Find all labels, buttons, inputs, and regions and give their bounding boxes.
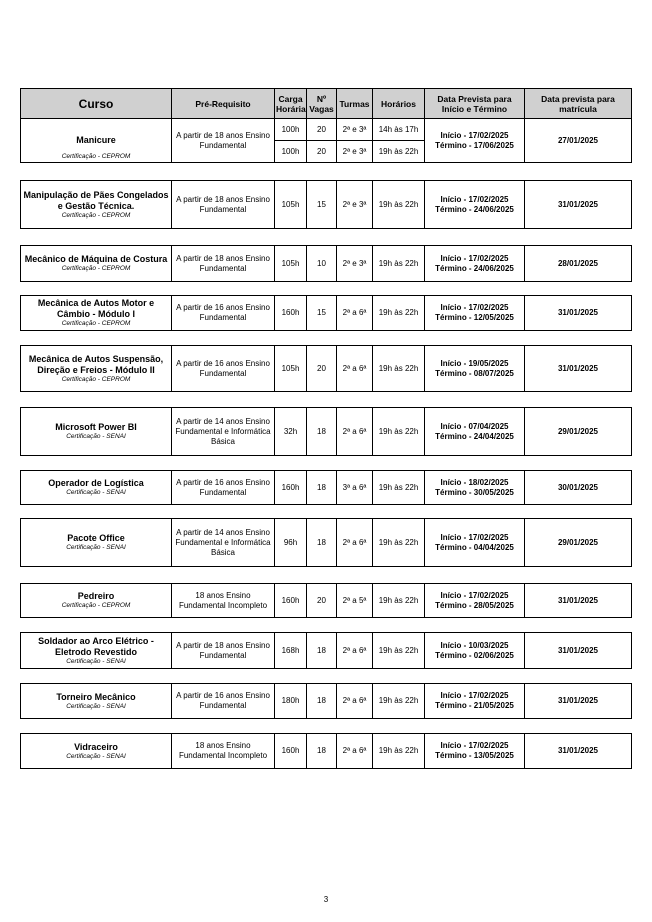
enrollment-date: 31/01/2025 <box>525 633 632 669</box>
prereq-cell: A partir de 14 anos Ensino Fundamental e Informática Básica <box>172 519 275 567</box>
inicio-date: Início - 17/02/2025 <box>440 303 509 312</box>
dates-cell <box>425 684 525 719</box>
table-row <box>21 346 632 392</box>
header-data-matricula: Data prevista para matrícula <box>525 89 632 119</box>
turmas-cell: 2ª e 3ª <box>337 141 373 163</box>
horarios-cell: 19h às 22h <box>373 141 425 163</box>
enrollment-date: 31/01/2025 <box>525 296 632 331</box>
carga-cell: 96h <box>275 519 307 567</box>
prereq-cell: A partir de 16 anos Ensino Fundamental <box>172 346 275 392</box>
inicio-date: Início - 19/05/2025 <box>440 358 509 368</box>
prereq-cell: A partir de 16 anos Ensino Fundamental <box>172 471 275 505</box>
termino-date: Término - 04/04/2025 <box>435 542 514 552</box>
table-row <box>21 246 632 282</box>
vagas-cell: 18 <box>307 734 337 769</box>
inicio-date: Início - 10/03/2025 <box>440 640 509 650</box>
course-name: Manipulação de Pães Congelados e Gestão Técnica. <box>23 189 169 211</box>
table-row <box>21 584 632 618</box>
inicio-date: Início - 17/02/2025 <box>440 691 509 700</box>
prereq-cell: A partir de 14 anos Ensino Fundamental e Informática Básica <box>172 408 275 456</box>
table-row <box>21 633 632 669</box>
header-data-prevista: Data Prevista para Início e Término <box>425 89 525 119</box>
termino-date: Término - 28/05/2025 <box>435 600 514 610</box>
course-certification: Certificação - SENAI <box>66 433 126 440</box>
vagas-cell: 15 <box>307 181 337 229</box>
course-cell <box>21 633 172 669</box>
dates-cell <box>425 346 525 392</box>
table-row <box>21 408 632 456</box>
enrollment-date: 27/01/2025 <box>525 119 632 163</box>
header-pre-requisito: Pré-Requisito <box>172 89 275 119</box>
course-block <box>20 407 632 456</box>
enrollment-date: 30/01/2025 <box>525 471 632 505</box>
course-cell <box>21 734 172 769</box>
course-name: Microsoft Power BI <box>55 422 137 432</box>
table-row <box>21 734 632 769</box>
course-certification: Certificação - SENAI <box>66 544 126 551</box>
inicio-date: Início - 17/02/2025 <box>440 253 509 263</box>
course-cell <box>21 246 172 282</box>
horarios-cell: 19h às 22h <box>373 246 425 282</box>
table-row <box>21 684 632 719</box>
dates-cell <box>425 408 525 456</box>
turmas-cell: 2ª e 3ª <box>337 119 373 141</box>
carga-cell: 160h <box>275 584 307 618</box>
carga-cell: 105h <box>275 246 307 282</box>
course-cell <box>21 471 172 505</box>
termino-date: Término - 02/06/2025 <box>435 650 514 660</box>
horarios-cell: 19h às 22h <box>373 633 425 669</box>
header-carga-horaria: Carga Horária <box>275 89 307 119</box>
vagas-cell: 20 <box>307 141 337 163</box>
course-block <box>20 470 632 505</box>
course-name: Torneiro Mecânico <box>56 691 136 702</box>
carga-cell: 168h <box>275 633 307 669</box>
vagas-cell: 20 <box>307 119 337 141</box>
course-certification: Certificação - SENAI <box>66 657 126 665</box>
enrollment-date: 31/01/2025 <box>525 584 632 618</box>
termino-date: Término - 24/06/2025 <box>435 204 514 214</box>
table-row <box>21 181 632 229</box>
table-row <box>21 296 632 331</box>
header-horarios: Horários <box>373 89 425 119</box>
termino-date: Término - 13/05/2025 <box>435 751 514 760</box>
prereq-cell: A partir de 16 anos Ensino Fundamental <box>172 296 275 331</box>
dates-cell <box>425 246 525 282</box>
enrollment-date: 31/01/2025 <box>525 734 632 769</box>
turmas-cell: 2ª a 6ª <box>337 519 373 567</box>
horarios-cell: 19h às 22h <box>373 734 425 769</box>
vagas-cell: 20 <box>307 346 337 392</box>
enrollment-date: 28/01/2025 <box>525 246 632 282</box>
course-name: Mecânica de Autos Motor e Câmbio - Módulo I <box>37 298 155 319</box>
horarios-cell: 19h às 22h <box>373 408 425 456</box>
vagas-cell: 18 <box>307 408 337 456</box>
dates-cell <box>425 181 525 229</box>
vagas-cell: 18 <box>307 684 337 719</box>
course-certification: Certificação - CEPROM <box>61 602 131 609</box>
termino-date: Término - 24/04/2025 <box>435 431 514 441</box>
prereq-cell: A partir de 18 anos Ensino Fundamental <box>172 181 275 229</box>
course-block <box>20 295 632 331</box>
inicio-date: Início - 17/02/2025 <box>440 130 509 140</box>
carga-cell: 100h <box>275 119 307 141</box>
course-certification: Certificação - CEPROM <box>61 211 131 219</box>
table-row <box>21 471 632 505</box>
inicio-date: Início - 17/02/2025 <box>440 590 509 600</box>
course-cell <box>21 181 172 229</box>
course-block-manicure <box>20 118 632 163</box>
turmas-cell: 3ª a 6ª <box>337 471 373 505</box>
course-block <box>20 180 632 229</box>
course-name: Soldador ao Arco Elétrico - Eletrodo Revestido <box>38 635 154 657</box>
turmas-cell: 2ª a 6ª <box>337 346 373 392</box>
course-certification: Certificação - CEPROM <box>61 265 131 272</box>
horarios-cell: 19h às 22h <box>373 684 425 719</box>
course-cell <box>21 346 172 392</box>
turmas-cell: 2ª a 6ª <box>337 734 373 769</box>
course-certification: Certificação - SENAI <box>66 489 126 496</box>
turmas-cell: 2ª a 6ª <box>337 296 373 331</box>
dates-cell <box>425 471 525 505</box>
carga-cell: 160h <box>275 471 307 505</box>
enrollment-date: 29/01/2025 <box>525 408 632 456</box>
horarios-cell: 19h às 22h <box>373 346 425 392</box>
course-block <box>20 683 632 719</box>
turmas-cell: 2ª e 3ª <box>337 181 373 229</box>
horarios-cell: 19h às 22h <box>373 296 425 331</box>
horarios-cell: 19h às 22h <box>373 181 425 229</box>
enrollment-date: 29/01/2025 <box>525 519 632 567</box>
dates-cell <box>425 633 525 669</box>
course-cell <box>21 408 172 456</box>
termino-date: Término - 21/05/2025 <box>435 701 514 710</box>
prereq-cell: 18 anos Ensino Fundamental Incompleto <box>172 734 275 769</box>
dates-cell <box>425 519 525 567</box>
turmas-cell: 2ª a 6ª <box>337 684 373 719</box>
inicio-date: Início - 07/04/2025 <box>440 421 509 431</box>
course-cell <box>21 296 172 331</box>
dates-cell <box>425 119 525 163</box>
termino-date: Término - 12/05/2025 <box>435 313 514 322</box>
course-name: Operador de Logística <box>48 478 144 488</box>
page-number: 3 <box>323 895 329 904</box>
course-certification: Certificação - SENAI <box>66 702 126 710</box>
prereq-cell: 18 anos Ensino Fundamental Incompleto <box>172 584 275 618</box>
termino-date: Término - 08/07/2025 <box>435 368 514 378</box>
horarios-cell: 19h às 22h <box>373 584 425 618</box>
horarios-cell: 19h às 22h <box>373 471 425 505</box>
course-name: Mecânica de Autos Suspensão, Direção e Freios - Módulo II <box>28 353 164 375</box>
turmas-cell: 2ª a 6ª <box>337 633 373 669</box>
carga-cell: 160h <box>275 734 307 769</box>
course-name: Vidraceiro <box>74 741 118 752</box>
prereq-cell: A partir de 18 anos Ensino Fundamental <box>172 246 275 282</box>
course-name: Pacote Office <box>67 533 125 543</box>
course-block <box>20 632 632 669</box>
inicio-date: Início - 17/02/2025 <box>440 741 509 750</box>
course-cell <box>21 584 172 618</box>
turmas-cell: 2ª a 5ª <box>337 584 373 618</box>
vagas-cell: 18 <box>307 519 337 567</box>
vagas-cell: 18 <box>307 633 337 669</box>
prereq-cell: A partir de 18 anos Ensino Fundamental <box>172 633 275 669</box>
vagas-cell: 20 <box>307 584 337 618</box>
enrollment-date: 31/01/2025 <box>525 346 632 392</box>
carga-cell: 32h <box>275 408 307 456</box>
vagas-cell: 18 <box>307 471 337 505</box>
dates-cell <box>425 296 525 331</box>
dates-cell <box>425 584 525 618</box>
course-cell <box>21 684 172 719</box>
termino-date: Término - 30/05/2025 <box>435 487 514 497</box>
header-turmas: Turmas <box>337 89 373 119</box>
course-block <box>20 245 632 282</box>
prereq-cell: A partir de 16 anos Ensino Fundamental <box>172 684 275 719</box>
course-certification: Certificação - CEPROM <box>61 153 131 160</box>
course-cell <box>21 519 172 567</box>
course-certification: Certificação - SENAI <box>66 752 126 760</box>
course-block <box>20 583 632 618</box>
inicio-date: Início - 17/02/2025 <box>440 532 509 542</box>
carga-cell: 100h <box>275 141 307 163</box>
course-cell <box>21 119 172 163</box>
course-block <box>20 518 632 567</box>
inicio-date: Início - 17/02/2025 <box>440 194 509 204</box>
course-name: Pedreiro <box>77 591 115 601</box>
inicio-date: Início - 18/02/2025 <box>440 477 509 487</box>
course-block <box>20 733 632 769</box>
enrollment-date: 31/01/2025 <box>525 684 632 719</box>
header-curso: Curso <box>21 89 172 119</box>
course-block <box>20 345 632 392</box>
vagas-cell: 10 <box>307 246 337 282</box>
turmas-cell: 2ª a 6ª <box>337 408 373 456</box>
prereq-cell: A partir de 18 anos Ensino Fundamental <box>172 119 275 163</box>
course-certification: Certificação - CEPROM <box>61 375 131 383</box>
carga-cell: 105h <box>275 181 307 229</box>
carga-cell: 160h <box>275 296 307 331</box>
termino-date: Término - 24/06/2025 <box>435 263 514 273</box>
course-name: Mecânico de Máquina de Costura <box>24 254 168 264</box>
table-row <box>21 519 632 567</box>
carga-cell: 105h <box>275 346 307 392</box>
horarios-cell: 14h às 17h <box>373 119 425 141</box>
horarios-cell: 19h às 22h <box>373 519 425 567</box>
course-certification: Certificação - CEPROM <box>61 320 131 327</box>
dates-cell <box>425 734 525 769</box>
course-name: Manicure <box>76 135 116 145</box>
carga-cell: 180h <box>275 684 307 719</box>
enrollment-date: 31/01/2025 <box>525 181 632 229</box>
table-header <box>20 88 632 119</box>
vagas-cell: 15 <box>307 296 337 331</box>
turmas-cell: 2ª e 3ª <box>337 246 373 282</box>
termino-date: Término - 17/06/2025 <box>435 140 514 150</box>
header-vagas: Nº Vagas <box>307 89 337 119</box>
